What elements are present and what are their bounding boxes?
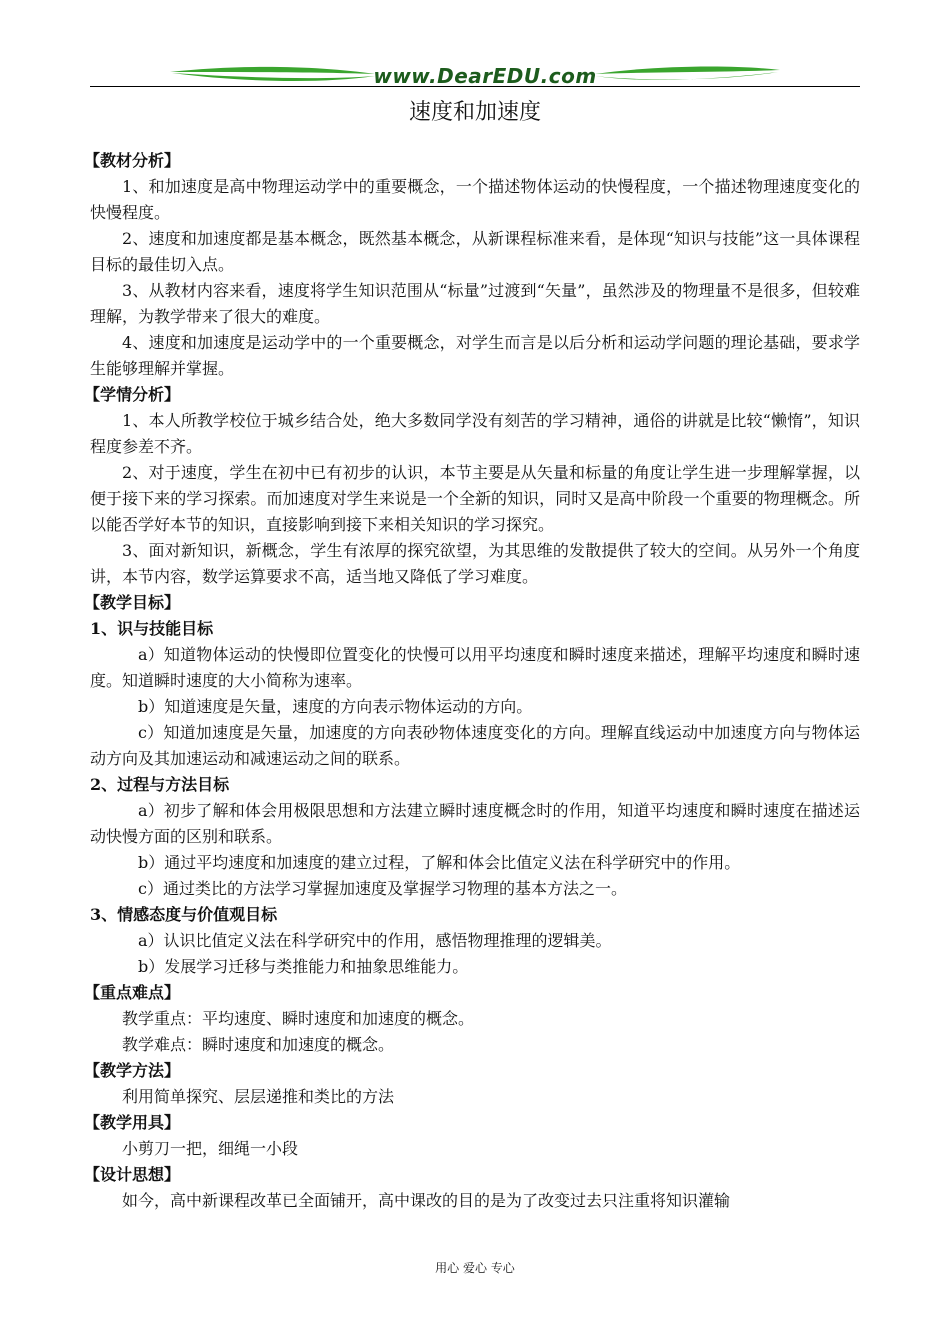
paragraph: 利用简单探究、层层递推和类比的方法 (122, 1087, 395, 1106)
paragraph: 2、对于速度，学生在初中已有初步的认识，本节主要是从矢量和标量的角度让学生进一步理解掌握，以便于接下来的学习探索。而加速度对学生来说是一个全新的知识，同时又是高中阶段一个重要的物理概念。所以能否学好本节的知识，直接影响到接下来相关知识的学习探究。 (90, 463, 860, 534)
subsection-heading: 3、情感态度与价值观目标 (90, 905, 278, 924)
paragraph: 教学难点：瞬时速度和加速度的概念。 (122, 1035, 395, 1054)
section-heading: 【教学目标】 (84, 593, 181, 612)
section-heading: 【学情分析】 (84, 385, 181, 404)
paragraph: c）通过类比的方法学习掌握加速度及掌握学习物理的基本方法之一。 (138, 879, 627, 898)
document-body (84, 148, 860, 1214)
header-divider (90, 86, 860, 87)
paragraph: b）发展学习迁移与类推能力和抽象思维能力。 (138, 957, 469, 976)
subsection-heading: 2、过程与方法目标 (90, 775, 230, 794)
paragraph: 2、速度和加速度都是基本概念，既然基本概念，从新课程标准来看，是体现“知识与技能”这一具体课程目标的最佳切入点。 (90, 229, 860, 274)
page-footer: 用心 爱心 专心 (435, 1261, 515, 1275)
paragraph: a）初步了解和体会用极限思想和方法建立瞬时速度概念时的作用，知道平均速度和瞬时速度在描述运动快慢方面的区别和联系。 (90, 801, 860, 846)
paragraph: c）知道加速度是矢量，加速度的方向表砂物体速度变化的方向。理解直线运动中加速度方向与物体运动方向及其加速运动和减速运动之间的联系。 (90, 723, 860, 768)
section-heading: 【教材分析】 (84, 151, 181, 170)
section-heading: 【设计思想】 (84, 1165, 181, 1184)
paragraph: 4、速度和加速度是运动学中的一个重要概念，对学生而言是以后分析和运动学问题的理论基础，要求学生能够理解并掌握。 (90, 333, 860, 378)
page-title: 速度和加速度 (408, 100, 541, 125)
paragraph: 1、本人所教学校位于城乡结合处，绝大多数同学没有刻苦的学习精神，通俗的讲就是比较“懒惰”，知识程度参差不齐。 (90, 411, 860, 456)
paragraph: b）知道速度是矢量，速度的方向表示物体运动的方向。 (138, 697, 533, 716)
section-heading: 【教学用具】 (84, 1113, 181, 1132)
paragraph: 小剪刀一把，细绳一小段 (122, 1139, 299, 1158)
subsection-heading: 1、识与技能目标 (90, 619, 214, 638)
paragraph: a）知道物体运动的快慢即位置变化的快慢可以用平均速度和瞬时速度来描述，理解平均速度和瞬时速度。知道瞬时速度的大小简称为速率。 (90, 645, 860, 690)
section-heading: 【教学方法】 (84, 1061, 181, 1080)
section-heading: 【重点难点】 (84, 983, 181, 1002)
paragraph: 教学重点：平均速度、瞬时速度和加速度的概念。 (122, 1009, 475, 1028)
paragraph: 如今，高中新课程改革已全面铺开，高中课改的目的是为了改变过去只注重将知识灌输 (122, 1191, 731, 1210)
paragraph: 3、面对新知识，新概念，学生有浓厚的探究欲望，为其思维的发散提供了较大的空间。从另外一个角度讲，本节内容，数学运算要求不高，适当地又降低了学习难度。 (90, 541, 860, 586)
paragraph: 1、和加速度是高中物理运动学中的重要概念，一个描述物体运动的快慢程度，一个描述物理速度变化的快慢程度。 (90, 177, 860, 222)
paragraph: b）通过平均速度和加速度的建立过程，了解和体会比值定义法在科学研究中的作用。 (138, 853, 741, 872)
site-logo-text[interactable]: www.DearEDU.com (373, 64, 597, 88)
paragraph: 3、从教材内容来看，速度将学生知识范围从“标量”过渡到“矢量”，虽然涉及的物理量不是很多，但较难理解，为教学带来了很大的难度。 (90, 281, 860, 326)
paragraph: a）认识比值定义法在科学研究中的作用，感悟物理推理的逻辑美。 (138, 931, 612, 950)
